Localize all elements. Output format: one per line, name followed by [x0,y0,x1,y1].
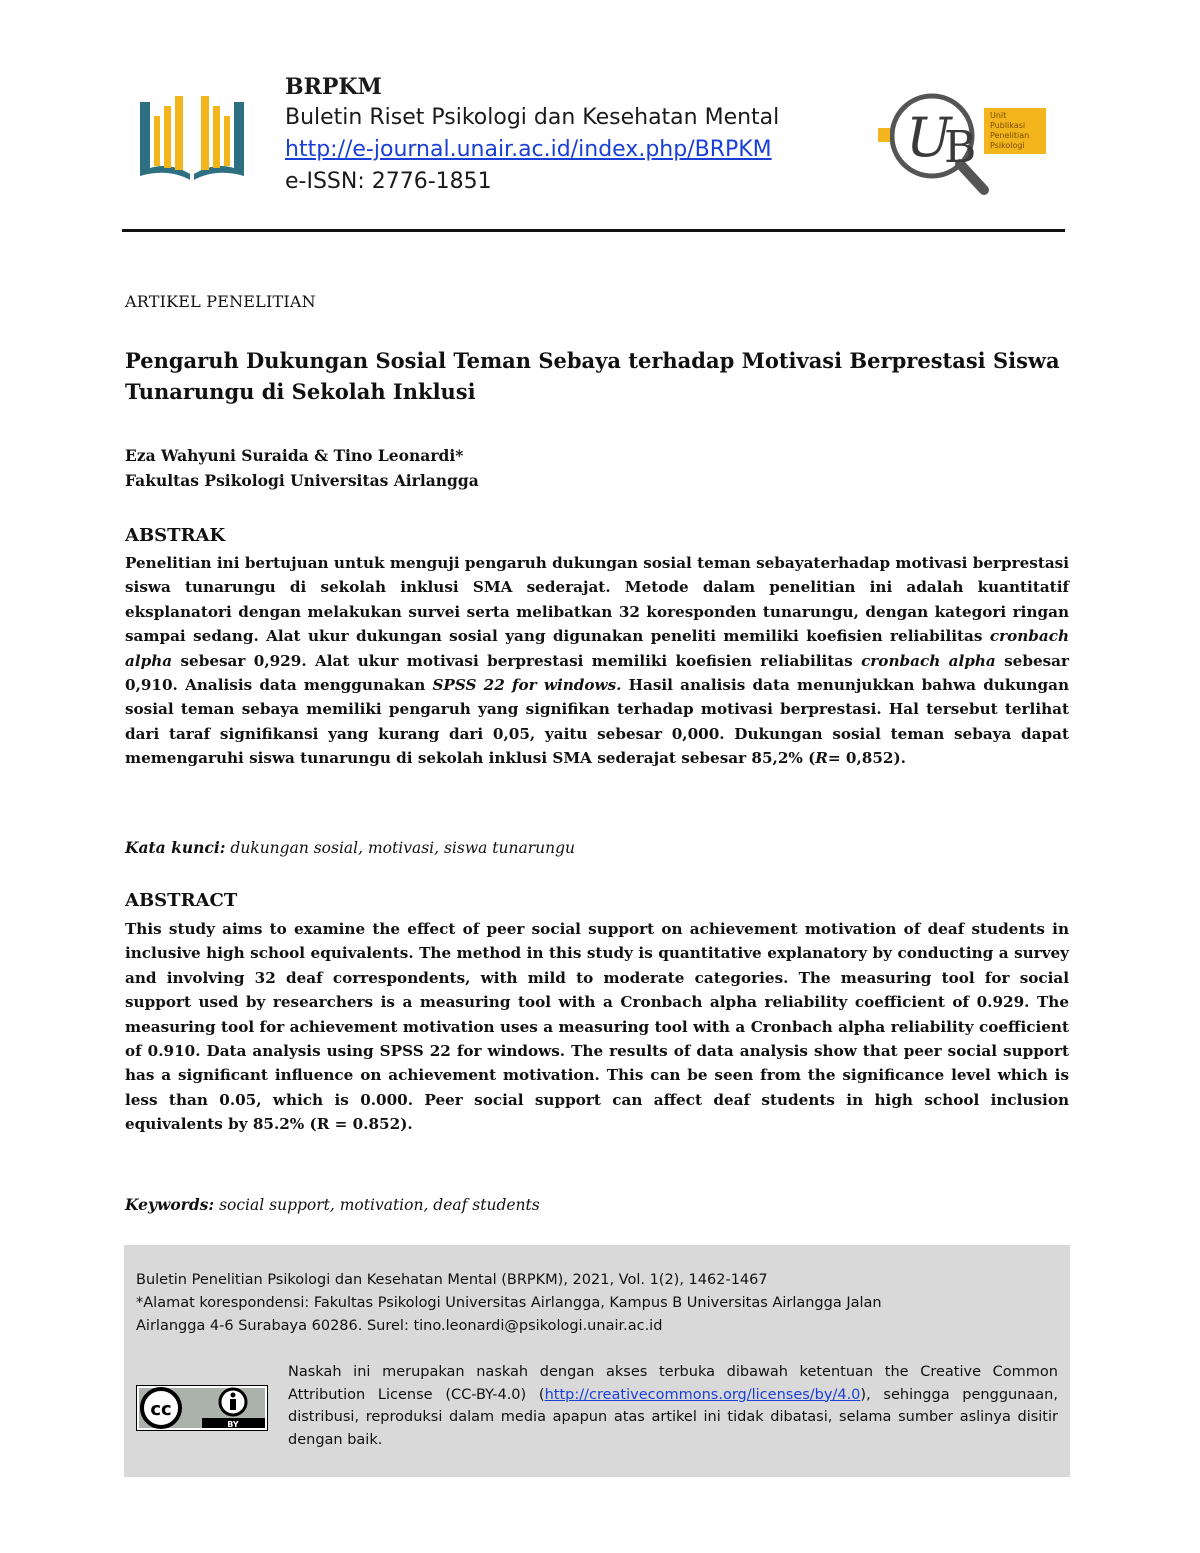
correspondence-address-2: Airlangga 4-6 Surabaya 60286. Surel: tino.leonardi@psikologi.unair.ac.id [136,1318,663,1334]
upp-logo-text-2: Publikasi [990,121,1026,130]
keywords-label: Keywords: [125,1195,215,1214]
keywords [125,1193,540,1217]
journal-abbreviation: BRPKM [285,74,382,100]
abstrak-paragraph: Penelitian ini bertujuan untuk menguji pengaruh dukungan sosial teman sebayaterhadap motivasi berprestasi siswa tunarungu di sekolah inklusi SMA sederajat. Metode dalam penelitian ini adalah kuantitatif eksplanatori dengan melakukan survei serta melibatkan 32 koresponden tunarungu, dengan kategori ringan sampai sedang. Alat ukur dukungan sosial yang digunakan peneliti memiliki koefisien reliabilitas cronbach alpha sebesar 0,929. Alat ukur motivasi berprestasi memiliki koefisien reliabilitas cronbach alpha sebesar 0,910. Analisis data menggunakan SPSS 22 for windows. Hasil analisis data menunjukkan bahwa dukungan sosial teman sebaya memiliki pengaruh yang signifikan terhadap motivasi berprestasi. Hal tersebut terlihat dari taraf signifikansi yang kurang dari 0,05, yaitu sebesar 0,000. Dukungan sosial teman sebaya dapat memengaruhi siswa tunarungu di sekolah inklusi SMA sederajat sebesar 85,2% (R= 0,852). [125,554,1070,768]
by-label: BY [227,1420,239,1429]
cc-by-license-icon [136,1385,268,1431]
header-divider [122,229,1065,232]
journal-header [285,72,779,198]
journal-url-link[interactable]: http://e-journal.unair.ac.id/index.php/BRPKM [285,137,772,162]
svg-text:B: B [944,122,977,173]
keywords-text: social support, motivation, deaf students [219,1196,540,1214]
upp-logo-text-1: Unit [990,111,1007,120]
correspondence-address-1: *Alamat korespondensi: Fakultas Psikologi Universitas Airlangga, Kampus B Universitas Airlangga Jalan [136,1295,882,1311]
journal-issn: e-ISSN: 2776-1851 [285,169,492,194]
kata-kunci-label: Kata kunci: [125,838,226,857]
article-affiliation: Fakultas Psikologi Universitas Airlangga [125,471,479,490]
article-type-label: ARTIKEL PENELITIAN [125,292,316,311]
citation-line: Buletin Penelitian Psikologi dan Kesehatan Mental (BRPKM), 2021, Vol. 1(2), 1462-1467 [136,1272,768,1288]
kata-kunci [125,836,575,860]
article-title: Pengaruh Dukungan Sosial Teman Sebaya terhadap Motivasi Berprestasi Siswa Tunarungu di Sekolah Inklusi [125,348,1060,404]
abstract-heading: ABSTRACT [125,890,238,911]
abstrak-heading: ABSTRAK [125,525,226,546]
footer-info-box [124,1245,1070,1477]
journal-name: Buletin Riset Psikologi dan Kesehatan Mental [285,105,780,130]
svg-text:U: U [906,106,952,169]
kata-kunci-text: dukungan sosial, motivasi, siswa tunarungu [230,839,575,857]
article-authors: Eza Wahyuni Suraida & Tino Leonardi* [125,446,464,465]
cc-label: cc [150,1399,172,1420]
license-statement: Naskah ini merupakan naskah dengan akses terbuka dibawah ketentuan the Creative Common Attribution License (CC-BY-4.0) (http://creativecommons.org/licenses/by/4.0), sehingga penggunaan, distribusi, reproduksi dalam media apapun atas artikel ini tidak dibatasi, selama sumber aslinya disitir dengan baik. [288,1364,1058,1448]
abstract-paragraph: This study aims to examine the effect of peer social support on achievement motivation of deaf students in inclusive high school equivalents. The method in this study is quantitative explanatory by conducting a survey and involving 32 deaf correspondents, with mild to moderate categories. The measuring tool for social support used by researchers is a measuring tool with a Cronbach alpha reliability coefficient of 0.929. The measuring tool for achievement motivation uses a measuring tool with a Cronbach alpha reliability coefficient of 0.910. Data analysis using SPSS 22 for windows. The results of data analysis show that peer social support has a significant influence on achievement motivation. This can be seen from the significance level which is less than 0.05, which is 0.000. Peer social support can affect deaf students in high school inclusion equivalents by 85.2% (R = 0.852). [125,920,1069,1134]
upp-logo-text-3: Penelitian [990,131,1030,140]
license-url-link[interactable]: http://creativecommons.org/licenses/by/4.0 [544,1386,861,1403]
upp-logo-text-4: Psikologi [990,141,1025,150]
journal-book-logo-icon [138,88,246,183]
upp-logo-icon [876,90,1048,196]
